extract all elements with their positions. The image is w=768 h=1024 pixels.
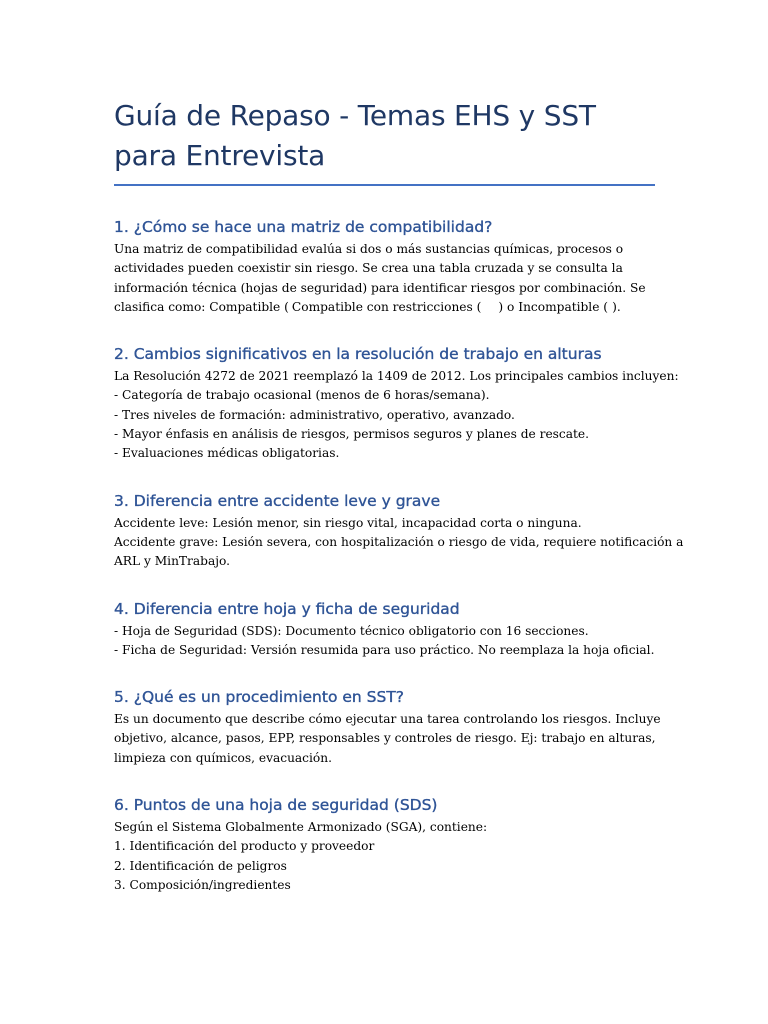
body-line: ARL y MinTrabajo. xyxy=(114,554,230,569)
list-item: - Hoja de Seguridad (SDS): Documento técnico obligatorio con 16 secciones. xyxy=(114,623,589,638)
list-item: - Ficha de Seguridad: Versión resumida para uso práctico. No reemplaza la hoja oficial. xyxy=(114,642,655,657)
body-line: limpieza con químicos, evacuación. xyxy=(114,750,332,765)
list-item: - Categoría de trabajo ocasional (menos de 6 horas/semana). xyxy=(114,388,490,403)
section-body xyxy=(114,240,655,317)
section-heading: 2. Cambios significativos en la resolución de trabajo en alturas xyxy=(114,345,602,364)
classification-closing-text: ). xyxy=(612,299,621,314)
section-heading: 6. Puntos de una hoja de seguridad (SDS) xyxy=(114,796,438,815)
section-heading: 3. Diferencia entre accidente leve y grave xyxy=(114,491,441,510)
list-item: - Evaluaciones médicas obligatorias. xyxy=(114,446,340,461)
body-line: Accidente leve: Lesión menor, sin riesgo vital, incapacidad corta o ninguna. xyxy=(114,515,582,530)
list-item: - Mayor énfasis en análisis de riesgos, permisos seguros y planes de rescate. xyxy=(114,427,589,442)
section-body xyxy=(114,622,655,661)
title-underline-rule xyxy=(114,184,655,186)
list-item: - Tres niveles de formación: administrativo, operativo, avanzado. xyxy=(114,407,515,422)
section-compatibility-matrix xyxy=(114,216,655,317)
body-line: La Resolución 4272 de 2021 reemplazó la 1409 de 2012. Los principales cambios incluyen: xyxy=(114,369,679,384)
body-line: información técnica (hojas de seguridad) para identificar riesgos por combinación. Se xyxy=(114,280,646,295)
section-heading: 4. Diferencia entre hoja y ficha de seguridad xyxy=(114,599,460,618)
body-line: Es un documento que describe cómo ejecutar una tarea controlando los riesgos. Incluye xyxy=(114,712,661,727)
section-body xyxy=(114,710,661,768)
section-sst-procedure xyxy=(114,686,661,768)
classification-incompatible-text: ) o Incompatible ( xyxy=(498,299,609,314)
section-body xyxy=(114,514,684,572)
list-item: 2. Identificación de peligros xyxy=(114,858,287,873)
section-safety-sheet-difference xyxy=(114,598,655,661)
body-line-classification xyxy=(114,298,655,317)
section-body xyxy=(114,367,679,463)
classification-restricted-text: Compatible con restricciones ( xyxy=(291,299,482,314)
section-height-work-resolution xyxy=(114,343,679,463)
section-accident-severity xyxy=(114,490,684,572)
section-heading: 5. ¿Qué es un procedimiento en SST? xyxy=(114,688,405,707)
body-line: actividades pueden coexistir sin riesgo. Se crea una tabla cruzada y se consulta la xyxy=(114,261,623,276)
list-item: 1. Identificación del producto y proveedor xyxy=(114,839,375,854)
section-sds-points xyxy=(114,794,655,895)
document-content xyxy=(114,96,684,921)
section-body xyxy=(114,818,655,895)
list-item: 3. Composición/ingredientes xyxy=(114,877,291,892)
body-line: objetivo, alcance, pasos, EPP, responsables y controles de riesgo. Ej: trabajo en alturas, xyxy=(114,731,656,746)
section-heading: 1. ¿Cómo se hace una matriz de compatibilidad? xyxy=(114,218,493,236)
classification-compatible-text: clasifica como: Compatible ( xyxy=(114,299,289,314)
body-line: Una matriz de compatibilidad evalúa si dos o más sustancias químicas, procesos o xyxy=(114,242,624,256)
body-line: Según el Sistema Globalmente Armonizado (SGA), contiene: xyxy=(114,820,488,835)
body-line: Accidente grave: Lesión severa, con hospitalización o riesgo de vida, requiere notificación a xyxy=(114,534,684,549)
document-title: Guía de Repaso - Temas EHS y SST para Entrevista xyxy=(114,99,596,172)
